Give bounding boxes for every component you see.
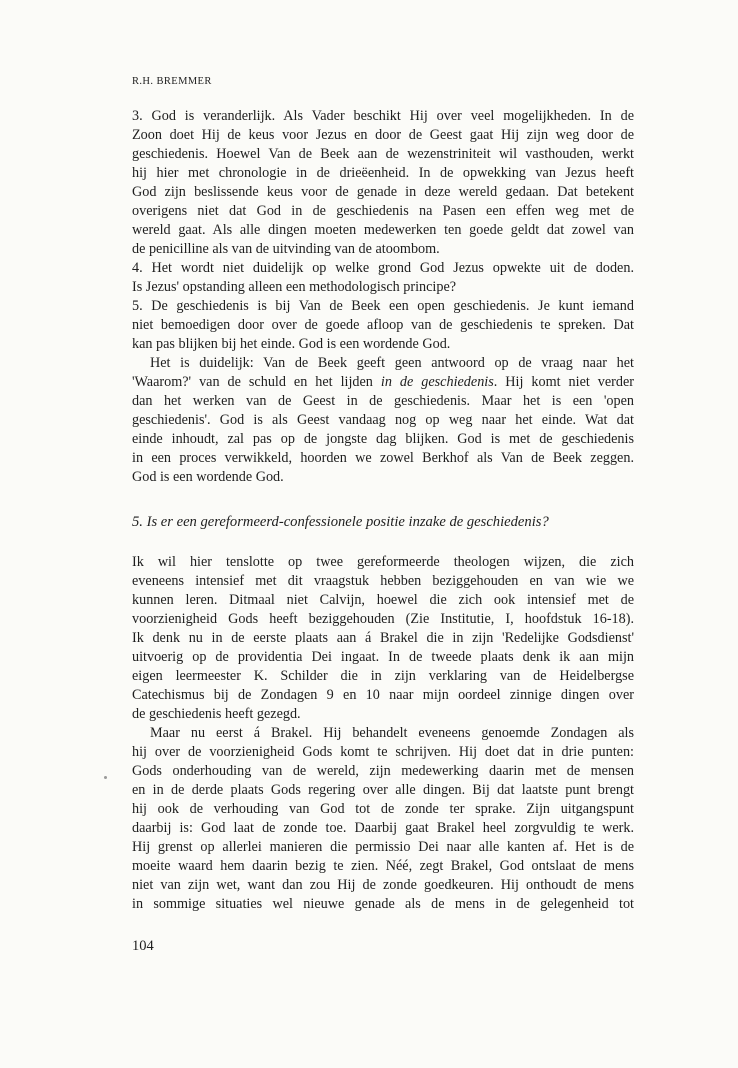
text-line: eigen leermeester K. Schilder die in zijn verklaring van de Heidelbergse [132,668,634,684]
text-line: God zijn beslissende keus voor de genade in deze wereld gedaan. Dat betekent [132,184,634,200]
text-line: niet bemoedigen door over de goede afloop van de geschiedenis te spreken. Dat [132,317,634,333]
text-line: voorzienigheid Gods heeft beziggehouden (Zie Institutie, I, hoofdstuk 16-18). [132,611,634,627]
margin-speck [104,776,107,779]
points-list [132,107,634,354]
text-line: einde inhoudt, zal pas op de jongste dag blijken. God is met de geschiedenis [132,431,634,447]
text-line: hij over de voorzienigheid Gods komt te schrijven. Hij doet dat in drie punten: [132,744,634,760]
document-page [132,0,634,1068]
text-line: kan pas blijken bij het einde. God is een wordende God. [132,336,451,352]
page-number: 104 [132,938,154,954]
section5-paragraph-1 [132,553,634,724]
text-line: hij ook de verhouding van God tot de zonde ter sprake. Zijn uitgangspunt [132,801,634,817]
section5-paragraph-2 [132,724,634,914]
text-line: Het is duidelijk: Van de Beek geeft geen antwoord op de vraag naar het [150,355,634,371]
text-line: 5. De geschiedenis is bij Van de Beek een open geschiedenis. Je kunt iemand [132,298,634,314]
text-run: 'Waarom?' van de schuld en het lijden [132,374,381,390]
text-line: Catechismus bij de Zondagen 9 en 10 naar mijn oordeel zinnige dingen over [132,687,634,703]
text-line: uitvoerig op de providentia Dei ingaat. In de tweede plaats denk ik aan mijn [132,649,634,665]
text-line: en in de derde plaats Gods regering over alle dingen. Bij dat laatste punt brengt [132,782,634,798]
text-line: in een proces verwikkeld, hoorden we zowel Berkhof als Van de Beek zeggen. [132,450,634,466]
text-line: Ik denk nu in de eerste plaats aan á Brakel die in zijn 'Redelijke Godsdienst' [132,630,634,646]
text-line-with-emphasis [132,373,634,392]
text-line: Is Jezus' opstanding alleen een methodologisch principe? [132,279,457,295]
running-head: R.H. BREMMER [132,76,212,87]
text-line: de geschiedenis heeft gezegd. [132,706,301,722]
text-line: overigens niet dat God in de geschiedenis na Pasen een effen weg met de [132,203,634,219]
text-line: de penicilline als van de uitvinding van de atoombom. [132,241,440,257]
text-line: in sommige situaties wel nieuwe genade als de mens in de gelegenheid tot [132,896,634,912]
conclusion-paragraph [132,354,634,487]
text-line: Gods onderhouding van de wereld, zijn medewerking daarin met de mensen [132,763,634,779]
text-line: Ik wil hier tenslotte op twee gereformeerde theologen wijzen, die zich [132,554,634,570]
text-line: 3. God is veranderlijk. Als Vader beschikt Hij over veel mogelijkheden. In de [132,108,634,124]
text-line: eveneens intensief met dit vraagstuk hebben beziggehouden en van wie we [132,573,634,589]
text-line: moeite waard hem daarin bezig te zien. Néé, zegt Brakel, God ontslaat de mens [132,858,634,874]
text-line: Maar nu eerst á Brakel. Hij behandelt eveneens genoemde Zondagen als [150,725,634,741]
text-run: . Hij komt niet verder [493,374,634,390]
text-line: hij hier met chronologie in de drieëenheid. In de opwekking van Jezus heeft [132,165,634,181]
text-line: daarbij is: God laat de zonde toe. Daarbij gaat Brakel heel zorgvuldig te werk. [132,820,634,836]
text-line: dan het werken van de Geest in de geschiedenis. Maar het is een 'open [132,393,634,409]
text-line: kunnen leren. Ditmaal niet Calvijn, hoewel die zich ook intensief met de [132,592,634,608]
text-line: wereld gaat. Als alle dingen moeten medewerken ten goede geldt dat zowel van [132,222,634,238]
text-line: 4. Het wordt niet duidelijk op welke grond God Jezus opwekte uit de doden. [132,260,634,276]
text-line: Hij grenst op allerlei manieren die permissio Dei naar alle kanten af. Het is de [132,839,634,855]
text-line: niet van zijn wet, want dan zou Hij de zonde goedkeuren. Hij onthoudt de mens [132,877,634,893]
text-line: Zoon doet Hij de keus voor Jezus en door de Geest gaat Hij zijn weg door de [132,127,634,143]
text-line: God is een wordende God. [132,469,284,485]
section-heading: 5. Is er een gereformeerd-confessionele positie inzake de geschiedenis? [132,514,549,530]
text-line: geschiedenis. Hoewel Van de Beek aan de wezenstriniteit wil vasthouden, werkt [132,146,634,162]
text-line: geschiedenis'. God is als Geest vandaag nog op weg naar het einde. Wat dat [132,412,634,428]
emphasis-text: in de geschiedenis [380,374,494,390]
